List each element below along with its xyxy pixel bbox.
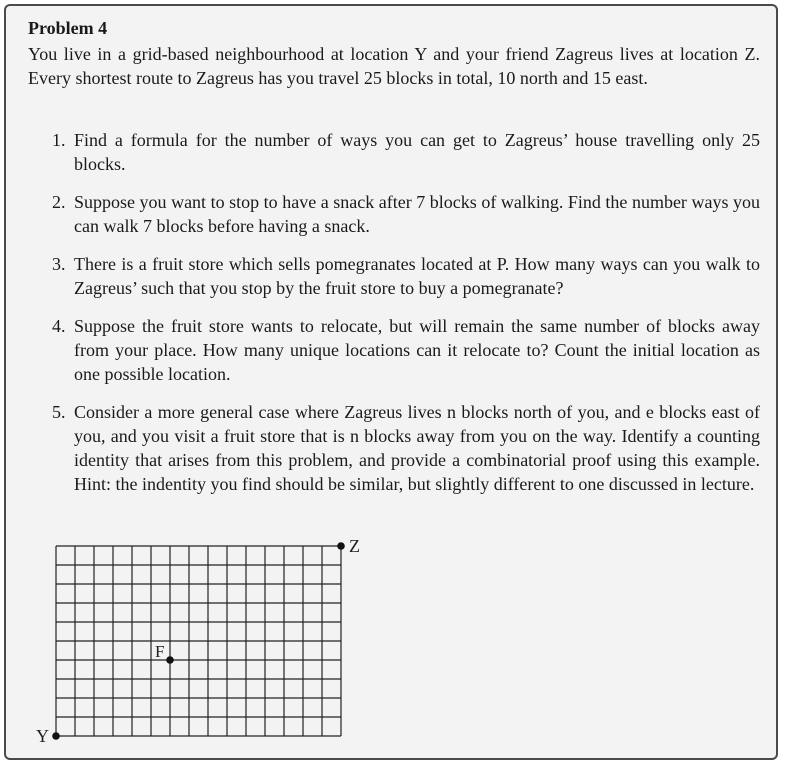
problem-intro: You live in a grid-based neighbourhood at location Y and your friend Zagreus lives at location Z. Every shortest route to Zagreus has you travel 25 blocks in total, 10 north and 15 east. — [28, 44, 760, 88]
question-number: 1. — [52, 130, 66, 150]
neighbourhood-grid — [28, 536, 378, 746]
start-label: Y — [36, 726, 49, 746]
question-text: Suppose you want to stop to have a snack after 7 blocks of walking. Find the number ways you can walk 7 blocks before having a snack. — [74, 192, 760, 236]
question-item — [28, 314, 760, 386]
question-number: 5. — [52, 402, 66, 422]
question-text: Find a formula for the number of ways you can get to Zagreus’ house travelling only 25 blocks. — [74, 130, 760, 174]
fruit-store-label: F — [155, 642, 165, 661]
grid-lines — [56, 546, 341, 736]
problem-title: Problem 4 — [28, 18, 108, 38]
question-item — [28, 128, 760, 176]
question-number: 4. — [52, 316, 66, 336]
question-item — [28, 190, 760, 238]
start-point — [52, 732, 60, 740]
question-number: 2. — [52, 192, 66, 212]
question-list — [28, 128, 760, 510]
question-text: Consider a more general case where Zagreus lives n blocks north of you, and e blocks east of you, and you visit a fruit store that is n blocks away from you on the way. Identify a counting identity that arises from this problem, and provide a combinatorial proof using this example. Hint: the indentity you find should be similar, but slightly different to one discussed in lecture. — [74, 402, 760, 494]
fruit-store-point — [166, 656, 174, 664]
question-number: 3. — [52, 254, 66, 274]
problem-box — [4, 4, 778, 760]
end-label: Z — [349, 536, 360, 556]
question-text: Suppose the fruit store wants to relocate, but will remain the same number of blocks away from your place. How many unique locations can it relocate to? Count the initial location as one possible location. — [74, 316, 760, 384]
question-item — [28, 400, 760, 496]
question-item — [28, 252, 760, 300]
question-text: There is a fruit store which sells pomegranates located at P. How many ways can you walk to Zagreus’ such that you stop by the fruit store to buy a pomegranate? — [74, 254, 760, 298]
end-point — [337, 542, 345, 550]
